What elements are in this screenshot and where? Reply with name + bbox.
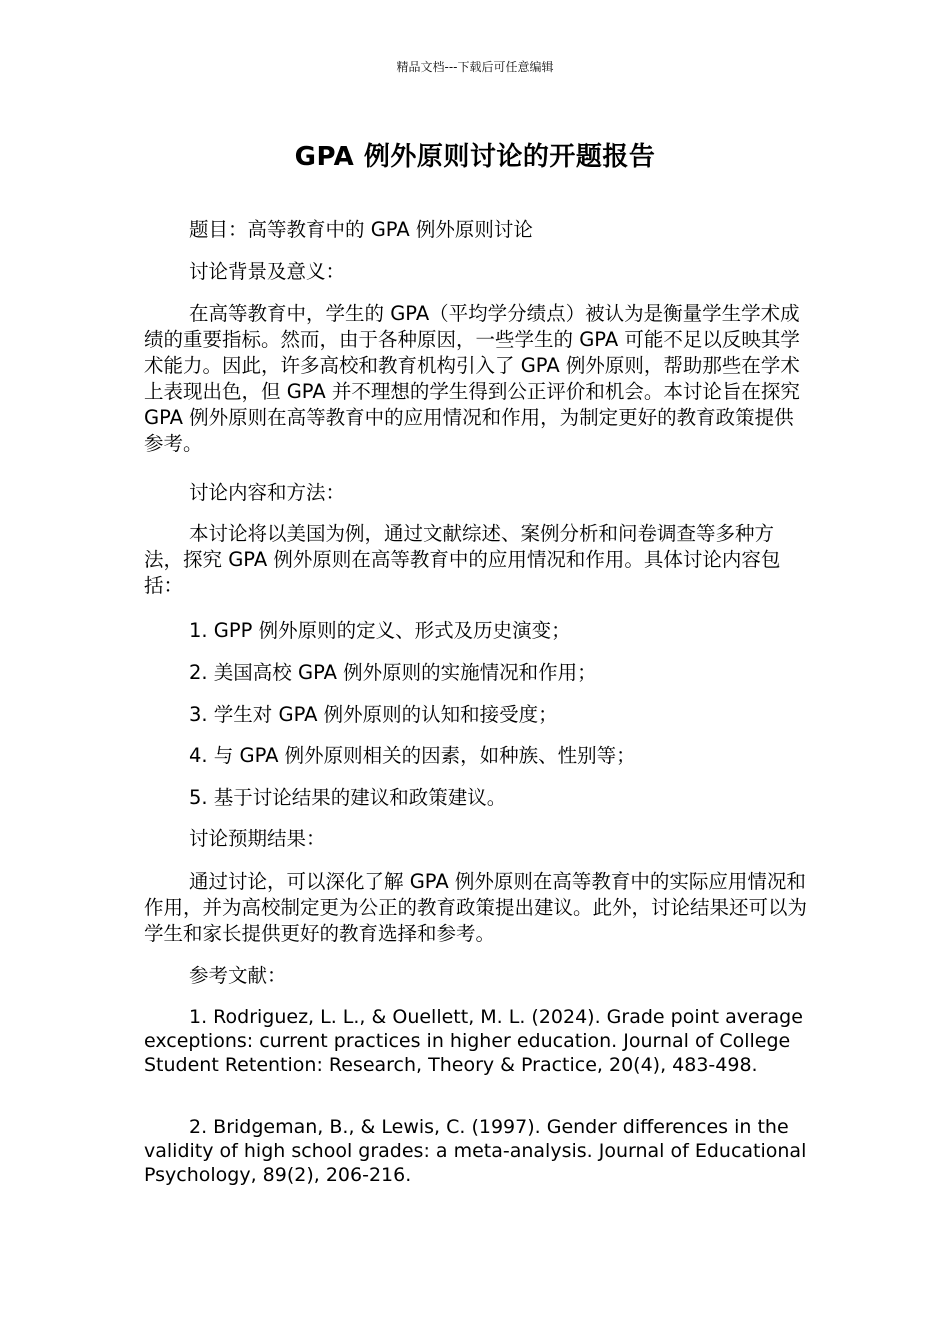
reference-item: 2. Bridgeman, B., & Lewis, C. (1997). Gender differences in the validity of high school grades: a meta-analysis. Journal of Educational Psychology, 89(2), 206-216. [144, 1116, 807, 1186]
method-heading: 讨论内容和方法： [189, 481, 346, 504]
expected-heading: 讨论预期结果： [189, 827, 326, 850]
method-paragraph: 本讨论将以美国为例，通过文献综述、案例分析和问卷调查等多种方法，探究 GPA 例外原则在高等教育中的应用情况和作用。具体讨论内容包括： [144, 522, 781, 597]
header-note: 精品文档---下载后可任意编辑 [396, 60, 554, 74]
list-item: 3. 学生对 GPA 例外原则的认知和接受度； [189, 703, 558, 726]
background-heading: 讨论背景及意义： [189, 260, 346, 283]
list-item: 4. 与 GPA 例外原则相关的因素，如种族、性别等； [189, 744, 636, 767]
references-heading: 参考文献： [189, 964, 287, 987]
background-paragraph: 在高等教育中，学生的 GPA（平均学分绩点）被认为是衡量学生学术成绩的重要指标。然而，由于各种原因，一些学生的 GPA 可能不足以反映其学术能力。因此，许多高校和教育机构引入了 GPA 例外原则，帮助那些在学术上表现出色，但 GPA 并不理想的学生得到公正评价和机会。本讨论旨在探究 GPA 例外原则在高等教育中的应用情况和作用，为制定更好的教育政策提供参考。 [144, 302, 800, 455]
reference-item: 1. Rodriguez, L. L., & Ouellett, M. L. (2024). Grade point average exceptions: current practices in higher education. Journal of College Student Retention: Research, Theory & Practice, 20(4), 483-498. [144, 1006, 803, 1076]
expected-paragraph: 通过讨论，可以深化了解 GPA 例外原则在高等教育中的实际应用情况和作用，并为高校制定更为公正的教育政策提出建议。此外，讨论结果还可以为学生和家长提供更好的教育选择和参考。 [144, 870, 808, 945]
list-item: 2. 美国高校 GPA 例外原则的实施情况和作用； [189, 661, 597, 684]
list-item: 1. GPP 例外原则的定义、形式及历史演变； [189, 619, 571, 642]
document-title: GPA 例外原则讨论的开题报告 [294, 142, 656, 172]
list-item: 5. 基于讨论结果的建议和政策建议。 [189, 786, 507, 809]
topic-line: 题目：高等教育中的 GPA 例外原则讨论 [189, 218, 533, 241]
